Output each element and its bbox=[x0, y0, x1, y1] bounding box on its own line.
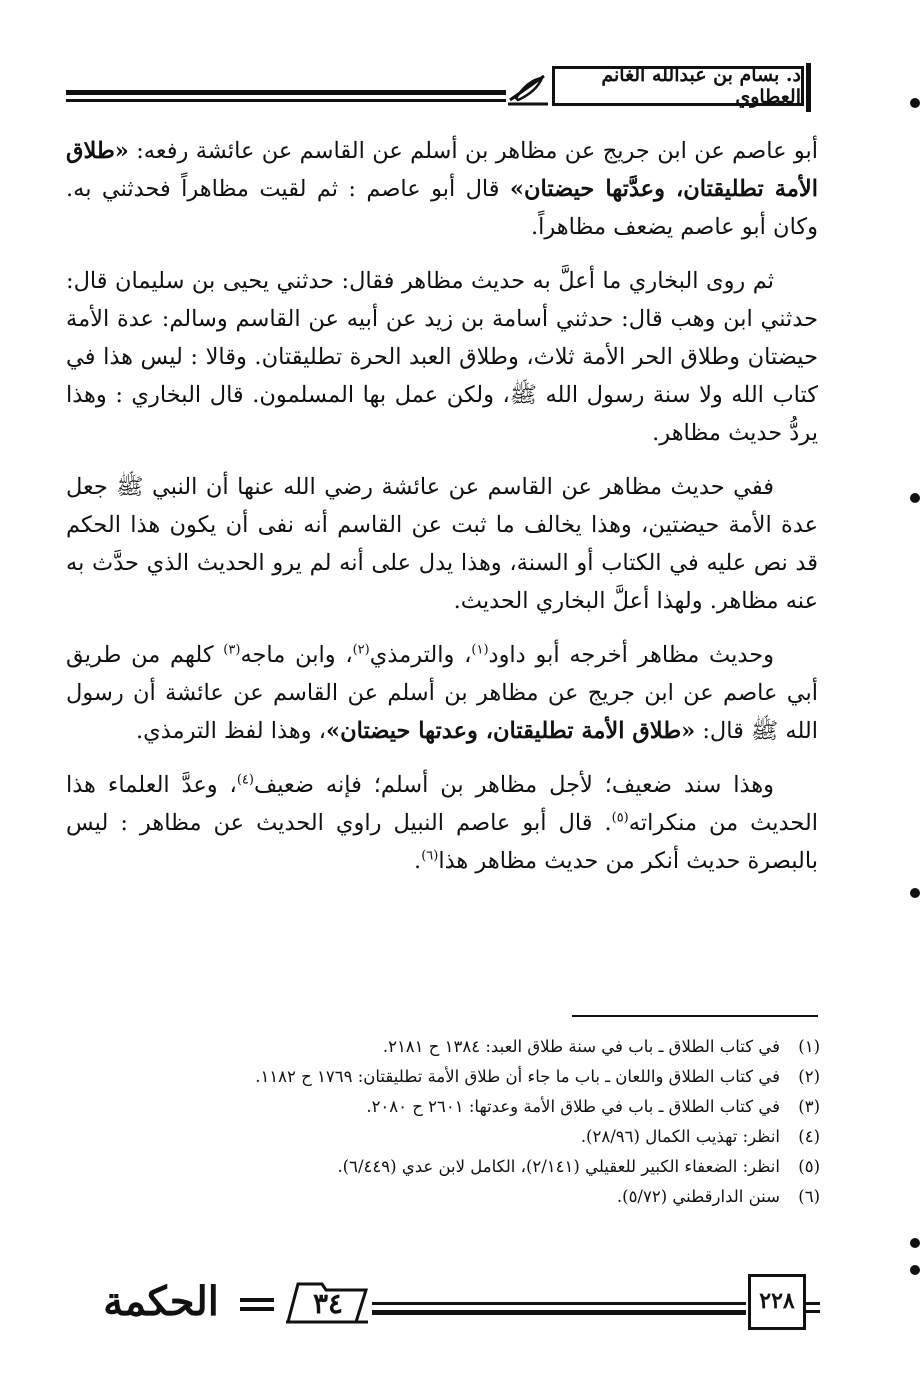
p5-text-a: وهذا سند ضعيف؛ لأجل مظاهر بن أسلم؛ فإنه ضعيف bbox=[253, 772, 775, 798]
footer-double-rule-right bbox=[372, 1302, 746, 1316]
footnote-ref-6: (٦) bbox=[421, 848, 439, 864]
footnote-ref-3: (٣) bbox=[223, 642, 241, 658]
footnote-3: (٣) في كتاب الطلاق ـ باب في طلاق الأمة وعدتها: ٢٦٠١ ح ٢٠٨٠. bbox=[366, 1097, 820, 1116]
paragraph-2: ثم روى البخاري ما أعلَّ به حديث مظاهر فقال: حدثني يحيى بن سليمان قال: حدثني ابن وهب قال: حدثني أسامة بن زيد عن أبيه عن القاسم وسالم: عدة الأمة حيضتان وطلاق الحر الأمة ثلاث، وطلاق العبد الحرة تطليقتان. وقالا : ليس هذا في كتاب الله ولا سنة رسول الله ﷺ، ولكن عمل بها المسلمون. قال البخاري : وهذا يردُّ حديث مظاهر. bbox=[66, 268, 818, 446]
header-author: د. بسام بن عبدالله الغانم العطاوي bbox=[601, 64, 801, 108]
footnote-4: (٤) انظر: تهذيب الكمال (٢٨/٩٦). bbox=[580, 1127, 820, 1146]
p5-text-d: . bbox=[414, 848, 422, 874]
margin-dot bbox=[910, 493, 920, 503]
issue-number: ٣٤ bbox=[312, 1287, 344, 1320]
footnote-separator bbox=[572, 1015, 818, 1017]
p5-text-b: ، وعدَّ العلماء هذا الحديث من منكراته bbox=[66, 772, 818, 836]
p1-text-a: أبو عاصم عن ابن جريج عن مظاهر بن أسلم عن القاسم عن عائشة رفعه: bbox=[128, 138, 818, 164]
p4-text-c: ، وابن ماجه bbox=[240, 642, 353, 668]
footnote-1: (١) في كتاب الطلاق ـ باب في سنة طلاق العبد: ١٣٨٤ ح ٢١٨١. bbox=[382, 1037, 820, 1056]
p4-text-b: ، والترمذي bbox=[369, 642, 472, 668]
p4-text-e: ، وهذا لفظ الترمذي. bbox=[135, 718, 327, 744]
margin-dot bbox=[910, 888, 920, 898]
footnote-ref-1: (١) bbox=[471, 642, 489, 658]
p4-hadith-quote: «طلاق الأمة تطليقتان، وعدتها حيضتان» bbox=[326, 718, 696, 744]
p1-text-b: قال أبو عاصم : ثم لقيت مظاهراً فحدثني به. وكان أبو عاصم يضعف مظاهراً. bbox=[66, 176, 818, 240]
quill-ornament-icon bbox=[506, 70, 550, 106]
page-footer bbox=[0, 1270, 924, 1340]
p5-text-c: . قال أبو عاصم النبيل راوي الحديث عن مظاهر : ليس بالبصرة حديث أنكر من حديث مظاهر هذا bbox=[66, 810, 818, 874]
p4-text-a: وحديث مظاهر أخرجه أبو داود bbox=[488, 642, 774, 668]
footnote-ref-2: (٢) bbox=[352, 642, 370, 658]
footnote-ref-5: (٥) bbox=[611, 810, 629, 826]
journal-logo: الحكمة bbox=[103, 1278, 219, 1325]
header-double-rule bbox=[66, 90, 506, 106]
margin-dot bbox=[910, 98, 920, 108]
paragraph-1 bbox=[66, 132, 818, 246]
page-number-tick bbox=[806, 1302, 820, 1314]
paragraph-5 bbox=[66, 766, 818, 880]
footnote-5: (٥) انظر: الضعفاء الكبير للعقيلي (٢/١٤١)، الكامل لابن عدي (٦/٤٤٩). bbox=[337, 1157, 820, 1176]
footnote-2: (٢) في كتاب الطلاق واللعان ـ باب ما جاء أن طلاق الأمة تطليقتان: ١٧٦٩ ح ١١٨٢. bbox=[255, 1067, 820, 1086]
main-text bbox=[66, 132, 818, 896]
page-number: ٢٢٨ bbox=[748, 1274, 806, 1330]
footnote-ref-4: (٤) bbox=[236, 772, 254, 788]
p1-hadith-quote: «طلاق الأمة تطليقتان، وعدَّتها حيضتان» bbox=[66, 138, 819, 202]
footer-double-rule-left bbox=[240, 1298, 274, 1312]
paragraph-4 bbox=[66, 636, 818, 750]
p4-text-d: كلهم من طريق أبي عاصم عن ابن جريج عن مظاهر بن أسلم عن القاسم عن عائشة أن رسول الله ﷺ قال: bbox=[66, 642, 818, 744]
footnote-6: (٦) سنن الدارقطني (٥/٧٢). bbox=[616, 1187, 820, 1206]
footnotes bbox=[60, 1032, 820, 1212]
header-author-box bbox=[552, 66, 804, 106]
margin-dot bbox=[910, 1238, 920, 1248]
paragraph-3: ففي حديث مظاهر عن القاسم عن عائشة رضي الله عنها أن النبي ﷺ جعل عدة الأمة حيضتين، وهذا يخالف ما ثبت عن القاسم أنه نفى أن يكون هذا الحكم قد نص عليه في الكتاب أو السنة، وهذا يدل على أنه لم يرو الحديث الذي حدَّث به عنه مظاهر. ولهذا أعلَّ البخاري الحديث. bbox=[66, 474, 818, 614]
